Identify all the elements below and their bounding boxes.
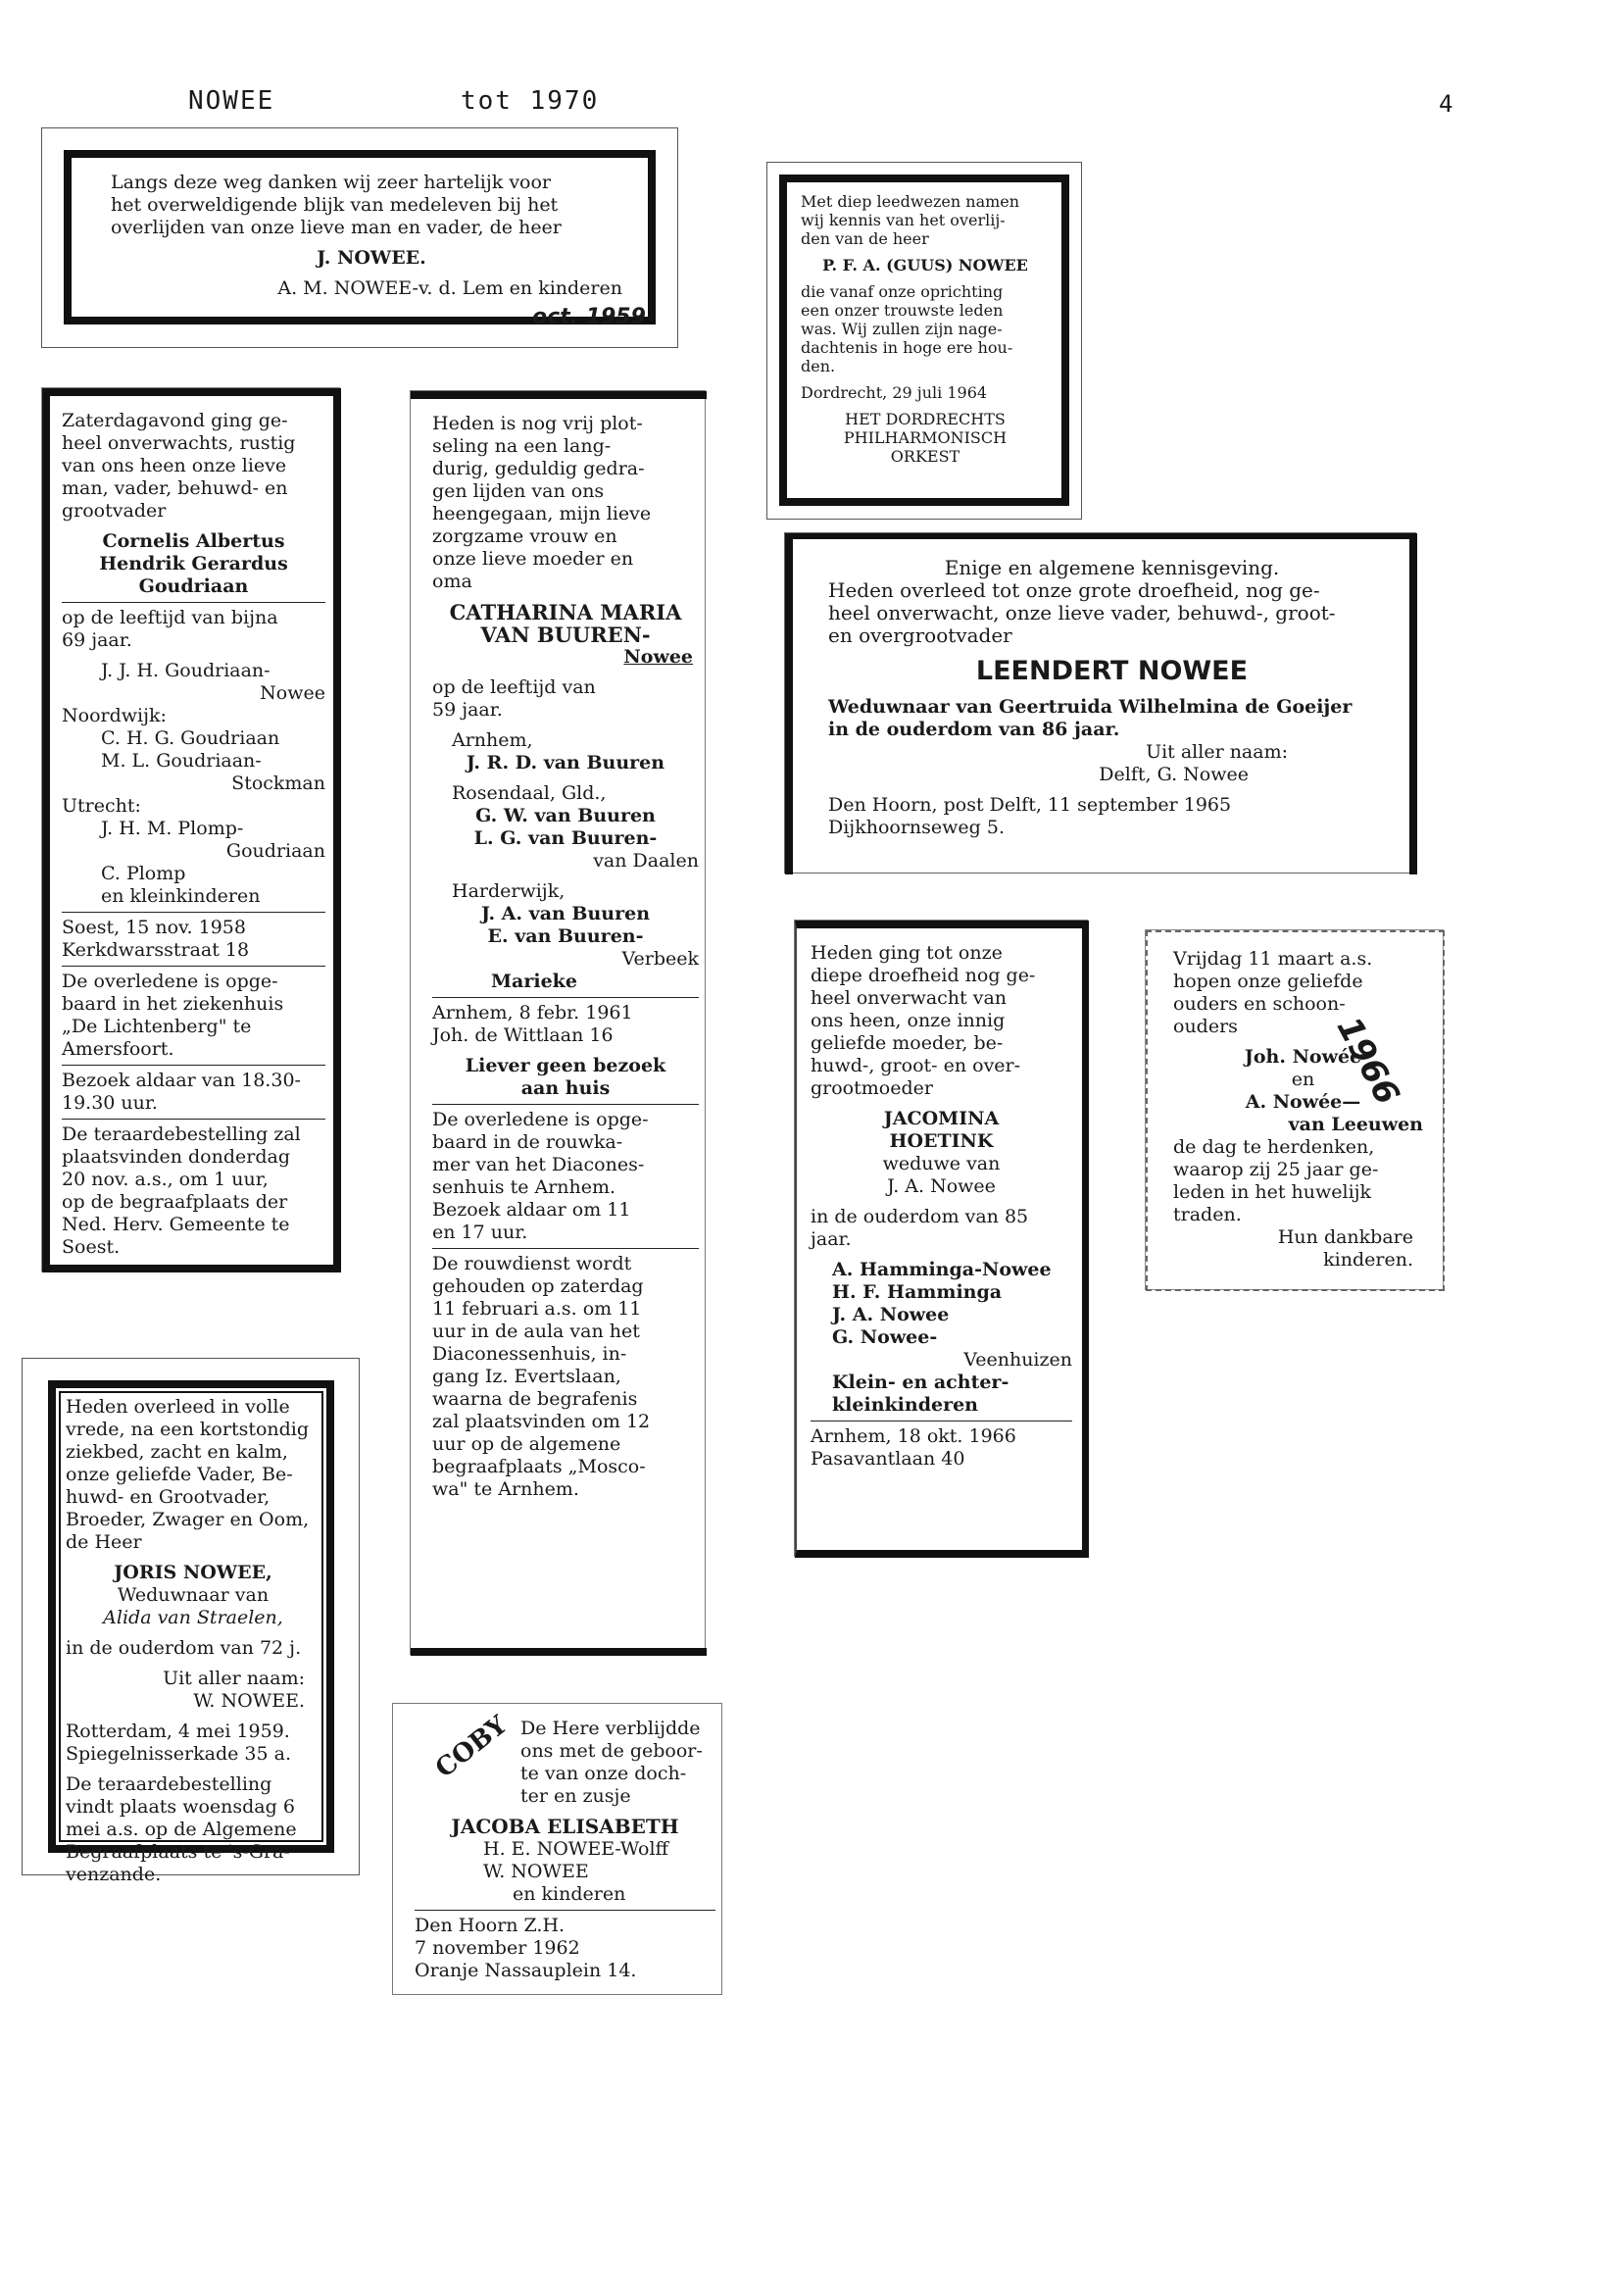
clipping-leendert-nowee [784, 532, 1416, 873]
family-place: Rosendaal, Gld., [452, 782, 607, 804]
joris-intro: vrede, na een kortstondig [66, 1419, 310, 1440]
deceased-name: VAN BUUREN- [480, 623, 651, 647]
child-name: JACOBA ELISABETH [451, 1815, 679, 1838]
hoetink-intro: geliefde moeder, be- [811, 1032, 1004, 1054]
family-member: A. Hamminga-Nowee [832, 1259, 1052, 1280]
birth-intro: ter en zusje [520, 1785, 631, 1807]
service-info: begraafplaats „Mosco- [432, 1456, 646, 1477]
clipping-van-buuren [410, 390, 706, 1655]
family-member: Marieke [491, 971, 577, 992]
lying-in-state: Amersfoort. [62, 1038, 174, 1060]
vanbuuren-intro: heengegaan, mijn lieve [432, 503, 652, 524]
hoetink-intro: heel onverwacht van [811, 987, 1008, 1009]
deceased-name: LEENDERT NOWEE [975, 656, 1249, 686]
family-member: Nowee [260, 682, 325, 704]
family-place: Harderwijk, [452, 880, 566, 902]
anniversary-body: waarop zij 25 jaar ge- [1173, 1159, 1379, 1180]
family-member: J. A. Nowee [832, 1304, 950, 1325]
family-member: H. F. Hamminga [832, 1281, 1003, 1303]
address: Joh. de Wittlaan 16 [432, 1024, 614, 1046]
hoetink-intro: huwd-, groot- en over- [811, 1055, 1021, 1076]
age: in de ouderdom van 85 [811, 1206, 1029, 1227]
orchestra-body: dachtenis in hoge ere hou- [801, 338, 1013, 357]
sender: HET DORDRECHTS [845, 410, 1006, 428]
hoetink-intro: diepe droefheid nog ge- [811, 965, 1036, 986]
place-date: Arnhem, 8 febr. 1961 [432, 1002, 633, 1023]
couple-name: van Leeuwen [1288, 1114, 1423, 1135]
parent: H. E. NOWEE-Wolff [483, 1838, 669, 1860]
family-member: en kleinkinderen [101, 885, 261, 907]
widow-of: weduwe van [882, 1153, 1001, 1174]
address: Oranje Nassauplein 14. [415, 1960, 637, 1981]
place-date: Soest, 15 nov. 1958 [62, 917, 246, 938]
family-member: J. A. van Buuren [480, 903, 651, 924]
lying-in-state: en 17 uur. [432, 1222, 528, 1243]
goudriaan-intro: Zaterdagavond ging ge- [62, 410, 288, 431]
service-info: uur op de algemene [432, 1433, 621, 1455]
on-behalf: Uit aller naam: [1146, 741, 1288, 763]
visiting-hours: 19.30 uur. [62, 1092, 158, 1114]
sender: ORKEST [890, 447, 960, 466]
leendert-intro: heel onverwacht, onze lieve vader, behuwd-, groot- [828, 601, 1336, 624]
no-visit-notice: Liever geen bezoek [465, 1055, 666, 1076]
vanbuuren-intro: oma [432, 571, 472, 592]
address: Dijkhoornseweg 5. [828, 817, 1005, 838]
orchestra-body: die vanaf onze oprichting [801, 282, 1004, 301]
signature: kinderen. [1323, 1249, 1413, 1271]
place-date: 7 november 1962 [415, 1937, 580, 1959]
anniversary-body: leden in het huwelijk [1173, 1181, 1372, 1203]
nickname: COBY [430, 1710, 514, 1784]
family-member: G. W. van Buuren [475, 805, 656, 826]
orchestra-intro: den van de heer [801, 229, 929, 248]
address: Spiegelnisserkade 35 a. [66, 1743, 291, 1765]
age: op de leeftijd van [432, 676, 596, 698]
notice-heading: Enige en algemene kennisgeving. [944, 556, 1280, 579]
widower-details: in de ouderdom van 86 jaar. [828, 719, 1120, 740]
deceased-name: J. NOWEE. [317, 247, 426, 269]
deceased-name: P. F. A. (GUUS) NOWEE [822, 256, 1028, 274]
joris-intro: de Heer [66, 1531, 142, 1553]
burial-info: Ned. Herv. Gemeente te [62, 1214, 290, 1235]
family-member: M. L. Goudriaan- [101, 750, 262, 772]
handwritten-year: 1966 [1328, 1011, 1407, 1112]
family-member: kleinkinderen [832, 1394, 978, 1416]
burial-info: Soest. [62, 1236, 121, 1258]
page-number: 4 [1439, 90, 1455, 118]
family-place: Noordwijk: [62, 705, 167, 726]
goudriaan-intro: van ons heen onze lieve [62, 455, 287, 476]
burial-info: vindt plaats woensdag 6 [66, 1796, 295, 1818]
family-member: Stockman [231, 773, 325, 794]
signature: W. NOWEE. [193, 1690, 305, 1712]
deceased-name: Goudriaan [138, 575, 249, 597]
burial-info: venzande. [66, 1864, 162, 1885]
vanbuuren-intro: durig, geduldig gedra- [432, 458, 645, 479]
thanks-line: Langs deze weg danken wij zeer hartelijk voor [111, 172, 552, 193]
widower-of: Weduwnaar van [117, 1584, 270, 1606]
page-header-name: NOWEE [188, 86, 275, 116]
handwritten-date: oct. 1959 [532, 305, 646, 329]
place-date: Arnhem, 18 okt. 1966 [811, 1425, 1016, 1447]
vanbuuren-intro: seling na een lang- [432, 435, 612, 457]
family-member: G. Nowee- [832, 1326, 938, 1348]
couple-name: en [1291, 1069, 1315, 1090]
deceased-name: JACOMINA [883, 1108, 1000, 1129]
parent: en kinderen [513, 1883, 626, 1905]
on-behalf: Uit aller naam: [163, 1668, 305, 1689]
leendert-intro: en overgrootvader [828, 623, 1012, 647]
burial-info: op de begraafplaats der [62, 1191, 288, 1213]
joris-intro: onze geliefde Vader, Be- [66, 1464, 293, 1485]
service-info: waarna de begrafenis [432, 1388, 638, 1410]
family-member: J. H. M. Plomp- [101, 818, 244, 839]
lying-in-state: De overledene is opge- [62, 971, 278, 992]
orchestra-intro: Met diep leedwezen namen [801, 192, 1020, 211]
deceased-name: HOETINK [889, 1130, 994, 1152]
clipping-joris-nowee [22, 1358, 360, 1885]
lying-in-state: senhuis te Arnhem. [432, 1176, 616, 1198]
anniversary-intro: ouders en schoon- [1173, 993, 1346, 1015]
visiting-hours: Bezoek aldaar van 18.30- [62, 1070, 301, 1091]
vanbuuren-intro: zorgzame vrouw en [432, 525, 617, 547]
place-date: Den Hoorn Z.H. [415, 1915, 566, 1936]
anniversary-intro: hopen onze geliefde [1173, 971, 1363, 992]
deceased-name: Nowee [623, 646, 693, 668]
anniversary-intro: ouders [1173, 1016, 1238, 1037]
orchestra-body: een onzer trouwste leden [801, 301, 1004, 320]
age: 59 jaar. [432, 699, 503, 721]
orchestra-body: den. [801, 357, 836, 375]
couple-name: A. Nowée— [1245, 1091, 1361, 1113]
widower-details: Weduwnaar van Geertruida Wilhelmina de Goeijer [828, 696, 1353, 718]
family-member: Veenhuizen [963, 1349, 1072, 1371]
couple-name: Joh. Nowée [1244, 1046, 1362, 1068]
family-member: E. van Buuren- [487, 925, 644, 947]
joris-intro: huwd- en Grootvader, [66, 1486, 271, 1508]
leendert-intro: Heden overleed tot onze grote droefheid, nog ge- [828, 578, 1320, 602]
place-date: Den Hoorn, post Delft, 11 september 1965 [828, 794, 1232, 816]
deceased-name: JORIS NOWEE, [114, 1562, 272, 1583]
vanbuuren-intro: onze lieve moeder en [432, 548, 634, 570]
burial-info: De teraardebestelling [66, 1773, 272, 1795]
deceased-name: Cornelis Albertus [102, 530, 285, 552]
joris-intro: Broeder, Zwager en Oom, [66, 1509, 310, 1530]
deceased-name: Hendrik Gerardus [99, 553, 288, 574]
birth-intro: De Here verblijdde [520, 1718, 701, 1739]
orchestra-body: was. Wij zullen zijn nage- [801, 320, 1003, 338]
sender: PHILHARMONISCH [843, 428, 1008, 447]
anniversary-intro: Vrijdag 11 maart a.s. [1173, 948, 1373, 970]
service-info: uur in de aula van het [432, 1321, 640, 1342]
signature: Hun dankbare [1277, 1226, 1413, 1248]
clipping-goudriaan [41, 387, 340, 1272]
family-member: J. R. D. van Buuren [466, 752, 665, 773]
service-info: gang Iz. Evertslaan, [432, 1366, 621, 1387]
age: jaar. [811, 1228, 852, 1250]
signature: A. M. NOWEE-v. d. Lem en kinderen [277, 277, 622, 299]
birth-intro: te van onze doch- [520, 1763, 687, 1784]
birth-intro: ons met de geboor- [520, 1740, 703, 1762]
anniversary-body: traden. [1173, 1204, 1242, 1225]
clipping-anniversary [1145, 929, 1444, 1290]
thanks-line: overlijden van onze lieve man en vader, de heer [111, 217, 562, 238]
widow-of: J. A. Nowee [887, 1175, 996, 1197]
age: op de leeftijd van bijna [62, 607, 278, 628]
family-member: C. H. G. Goudriaan [101, 727, 280, 749]
family-place: Arnhem, [452, 729, 533, 751]
clipping-birth [392, 1703, 722, 1995]
burial-info: De teraardebestelling zal [62, 1123, 301, 1145]
service-info: De rouwdienst wordt [432, 1253, 632, 1274]
goudriaan-intro: man, vader, behuwd- en [62, 477, 288, 499]
signature: Delft, G. Nowee [1099, 764, 1249, 785]
family-member: C. Plomp [101, 863, 186, 884]
widower-of: Alida van Straelen, [103, 1607, 283, 1628]
age: 69 jaar. [62, 629, 132, 651]
no-visit-notice: aan huis [520, 1077, 611, 1099]
page-header-period: tot 1970 [461, 86, 600, 116]
family-member: van Daalen [593, 850, 699, 872]
service-info: 11 februari a.s. om 11 [432, 1298, 642, 1320]
family-place: Utrecht: [62, 795, 141, 817]
goudriaan-intro: grootvader [62, 500, 167, 522]
anniversary-body: de dag te herdenken, [1173, 1136, 1375, 1158]
family-member: Klein- en achter- [832, 1371, 1009, 1393]
burial-info: Begraafplaats te 's-Gra- [66, 1841, 290, 1863]
family-member: Goudriaan [225, 840, 325, 862]
deceased-name: CATHARINA MARIA [449, 600, 682, 624]
goudriaan-intro: heel onverwachts, rustig [62, 432, 296, 454]
family-member: L. G. van Buuren- [473, 827, 658, 849]
clipping-orchestra [766, 162, 1082, 520]
place-date: Dordrecht, 29 juli 1964 [801, 383, 988, 402]
lying-in-state: mer van het Diacones- [432, 1154, 645, 1175]
age: in de ouderdom van 72 j. [66, 1637, 302, 1659]
address: Kerkdwarsstraat 18 [62, 939, 250, 961]
lying-in-state: baard in de rouwka- [432, 1131, 623, 1153]
lying-in-state: Bezoek aldaar om 11 [432, 1199, 631, 1221]
clipping-hoetink [794, 920, 1088, 1557]
lying-in-state: baard in het ziekenhuis [62, 993, 284, 1015]
joris-intro: Heden overleed in volle [66, 1396, 290, 1418]
place-date: Rotterdam, 4 mei 1959. [66, 1720, 290, 1742]
burial-info: plaatsvinden donderdag [62, 1146, 290, 1168]
parent: W. NOWEE [483, 1861, 589, 1882]
hoetink-intro: Heden ging tot onze [811, 942, 1003, 964]
joris-intro: ziekbed, zacht en kalm, [66, 1441, 288, 1463]
service-info: Diaconessenhuis, in- [432, 1343, 627, 1365]
burial-info: mei a.s. op de Algemene [66, 1819, 297, 1840]
vanbuuren-intro: gen lijden van ons [432, 480, 605, 502]
service-info: wa" te Arnhem. [432, 1478, 579, 1500]
orchestra-intro: wij kennis van het overlij- [801, 211, 1006, 229]
service-info: zal plaatsvinden om 12 [432, 1411, 651, 1432]
thanks-line: het overweldigende blijk van medeleven bij het [111, 194, 559, 216]
lying-in-state: „De Lichtenberg" te [62, 1016, 252, 1037]
address: Pasavantlaan 40 [811, 1448, 965, 1470]
family-member: Verbeek [621, 948, 699, 970]
burial-info: 20 nov. a.s., om 1 uur, [62, 1169, 269, 1190]
service-info: gehouden op zaterdag [432, 1275, 644, 1297]
family-member: J. J. H. Goudriaan- [101, 660, 271, 681]
vanbuuren-intro: Heden is nog vrij plot- [432, 413, 643, 434]
clipping-thanks [41, 127, 678, 348]
hoetink-intro: ons heen, onze innig [811, 1010, 1006, 1031]
lying-in-state: De overledene is opge- [432, 1109, 649, 1130]
hoetink-intro: grootmoeder [811, 1077, 933, 1099]
